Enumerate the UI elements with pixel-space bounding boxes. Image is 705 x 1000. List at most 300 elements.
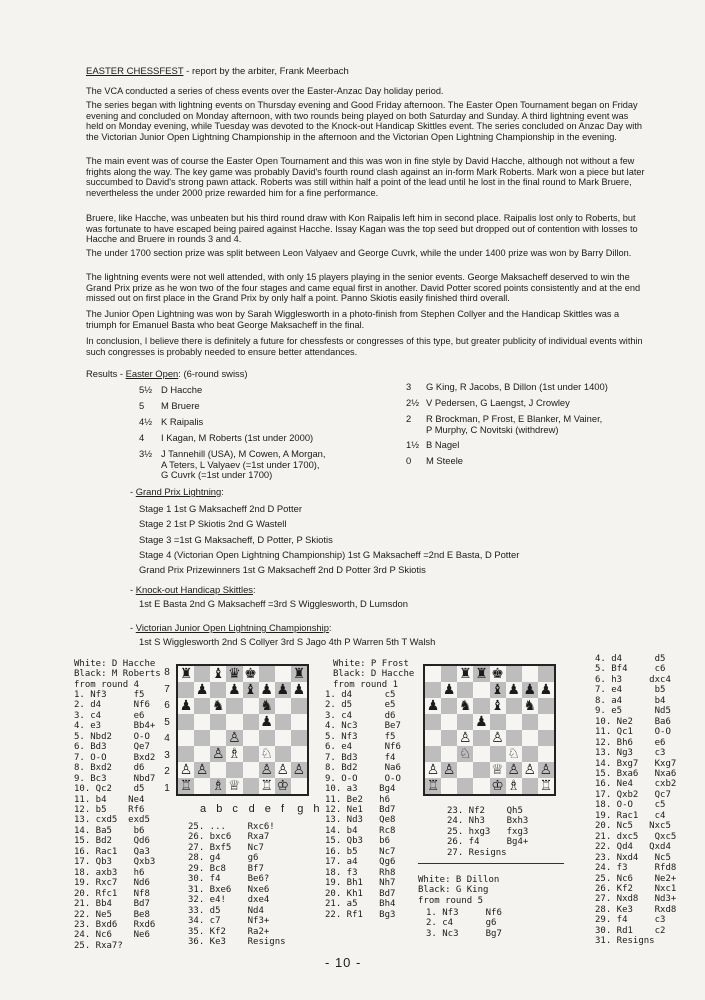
move-line: 5. Nf3 f5 bbox=[325, 731, 396, 742]
white-pawn-icon: ♙ bbox=[179, 762, 193, 778]
move-line: 17. Qb3 Qxb3 bbox=[74, 857, 156, 868]
white-king-icon: ♔ bbox=[276, 778, 290, 794]
black-bishop-icon: ♝ bbox=[491, 682, 504, 698]
black-knight-icon: ♞ bbox=[459, 698, 472, 714]
move-line: 10. Qc2 d5 bbox=[74, 784, 145, 795]
white-knight-icon: ♘ bbox=[507, 746, 520, 762]
easter-open-title: Easter Open bbox=[125, 368, 179, 379]
white-rook-icon: ♖ bbox=[426, 778, 440, 794]
black-knight-icon: ♞ bbox=[260, 698, 273, 714]
white-bishop-icon: ♗ bbox=[507, 778, 520, 794]
board-square bbox=[522, 714, 538, 730]
move-line: 26. bxc6 Rxa7 bbox=[188, 832, 270, 843]
board-square bbox=[473, 666, 489, 682]
board-square bbox=[243, 714, 259, 730]
file-label: a bbox=[200, 803, 207, 815]
move-line: 10. Ne2 Ba6 bbox=[595, 716, 671, 727]
board-square bbox=[441, 746, 457, 762]
black-pawn-icon: ♟ bbox=[475, 714, 488, 730]
chess-board-2 bbox=[423, 664, 556, 796]
black-pawn-icon: ♟ bbox=[260, 682, 273, 698]
file-label: b bbox=[216, 803, 223, 815]
move-line: 1. Nf3 f5 bbox=[74, 690, 145, 700]
paragraph-4: Bruere, like Hacche, was unbeaten but his third round draw with Kon Raipalis left him in second place. Raipalis lost only to Roberts, but was fortunate to have escaped being paired against Hacche. Issay Kagan was the top seed but dropped out of contention with losses to Hacche and Bruere in rounds 3 and 4. bbox=[86, 213, 638, 245]
game3-moves bbox=[426, 908, 502, 939]
white-pawn-icon: ♙ bbox=[442, 762, 456, 778]
move-line: 28. g4 g6 bbox=[188, 853, 259, 864]
move-line: 19. Bh1 Nh7 bbox=[325, 878, 396, 889]
board-square bbox=[425, 698, 441, 714]
move-line: 1. d4 c5 bbox=[325, 690, 396, 700]
black-pawn-icon: ♟ bbox=[195, 682, 209, 698]
black-pawn-icon: ♟ bbox=[179, 698, 193, 714]
board-square bbox=[538, 762, 554, 778]
board-square bbox=[178, 746, 194, 762]
knockout-heading: - Knock-out Handicap Skittles: bbox=[130, 584, 256, 595]
board-square bbox=[226, 746, 242, 762]
game3-header: White: B Dillon Black: G King from round 5 bbox=[418, 875, 500, 906]
board-square bbox=[490, 666, 506, 682]
move-line: 30. f4 Be6? bbox=[188, 874, 270, 885]
board-square bbox=[194, 698, 210, 714]
move-line: 14. b4 Rc8 bbox=[325, 825, 396, 836]
board-square bbox=[291, 778, 307, 794]
board-square bbox=[538, 698, 554, 714]
board-square bbox=[441, 682, 457, 698]
board-square bbox=[441, 730, 457, 746]
move-line: 27. Nxd8 Nd3+ bbox=[595, 894, 677, 905]
result-row: 1½ B Nagel bbox=[406, 439, 460, 450]
board-square bbox=[178, 730, 194, 746]
rank-label: 7 bbox=[164, 683, 170, 695]
move-line: 8. Bxd2 d6 bbox=[74, 763, 145, 774]
black-knight-icon: ♞ bbox=[212, 698, 225, 714]
board-square bbox=[178, 666, 194, 682]
board-square bbox=[226, 666, 242, 682]
board-square bbox=[457, 778, 473, 794]
results-left bbox=[139, 385, 325, 481]
move-line: 14. Ba5 b6 bbox=[74, 825, 145, 836]
paragraph-5: The under 1700 section prize was split between Leon Valyaev and George Cuvrk, while the under 1400 prize was won by Barry Dillon. bbox=[86, 248, 632, 258]
article-title: EASTER CHESSFEST bbox=[86, 66, 184, 77]
game3-moves-continued bbox=[595, 654, 676, 947]
board-square bbox=[194, 762, 210, 778]
white-bishop-icon: ♗ bbox=[212, 778, 225, 794]
board-square bbox=[243, 682, 259, 698]
board-square bbox=[490, 746, 506, 762]
black-knight-icon: ♞ bbox=[523, 698, 537, 714]
move-line: 3. Nc3 Bg7 bbox=[426, 928, 502, 939]
move-line: 32. e4! dxe4 bbox=[188, 895, 270, 906]
board-square bbox=[425, 778, 441, 794]
white-knight-icon: ♘ bbox=[260, 746, 273, 762]
white-bishop-icon: ♗ bbox=[228, 746, 241, 762]
article-header bbox=[86, 67, 349, 77]
move-line: 22. Qd4 Qxd4 bbox=[595, 842, 671, 853]
grand-prix-line: Stage 3 =1st G Maksacheff, D Potter, P Skiotis bbox=[139, 533, 333, 545]
move-line: 25. ... Rxc6! bbox=[188, 822, 275, 832]
board-square bbox=[457, 682, 473, 698]
result-row: 3 G King, R Jacobs, B Dillon (1st under 1400) bbox=[406, 381, 608, 392]
board-square bbox=[506, 778, 522, 794]
white-pawn-icon: ♙ bbox=[228, 730, 241, 746]
grand-prix-heading: - Grand Prix Lightning: bbox=[130, 486, 224, 497]
move-line: 28. Ke3 Rxd8 bbox=[595, 904, 677, 915]
move-line: 3. c4 e6 bbox=[74, 710, 145, 721]
results-right bbox=[406, 382, 608, 472]
board-square bbox=[522, 778, 538, 794]
black-pawn-icon: ♟ bbox=[442, 682, 456, 698]
move-line: 9. e5 Nd5 bbox=[595, 706, 671, 717]
board-square bbox=[226, 730, 242, 746]
paragraph-7: The Junior Open Lightning was won by Sarah Wigglesworth in a photo-finish from Stephen Collyer and the Handicap Skittles was a triumph for Emanuel Basta who beat George Maksacheff in the final. bbox=[86, 309, 620, 330]
move-line: 4. e3 Bb4+ bbox=[74, 721, 156, 732]
results-heading bbox=[86, 369, 248, 379]
move-line: 17. a4 Qg6 bbox=[325, 857, 396, 868]
file-label: e bbox=[264, 803, 271, 815]
move-line: 7. Bd3 f4 bbox=[325, 752, 396, 763]
move-line: 11. Be2 h6 bbox=[325, 794, 391, 805]
game2-moves-c bbox=[447, 806, 528, 858]
black-pawn-icon: ♟ bbox=[523, 682, 537, 698]
board-square bbox=[210, 730, 226, 746]
board-square bbox=[522, 746, 538, 762]
white-pawn-icon: ♙ bbox=[426, 762, 440, 778]
white-pawn-icon: ♙ bbox=[507, 762, 520, 778]
move-line: 11. Qc1 O-O bbox=[595, 727, 671, 738]
move-line: 7. e4 b5 bbox=[595, 685, 666, 696]
board-square bbox=[210, 762, 226, 778]
move-line: 22. Ne5 Be8 bbox=[74, 909, 150, 920]
board-square bbox=[259, 698, 275, 714]
grand-prix-line: Grand Prix Prizewinners 1st G Maksacheff 2nd D Potter 3rd P Skiotis bbox=[139, 564, 426, 576]
result-row: 2 R Brockman, P Frost, E Blanker, M Vainer, P Murphy, C Novitski (withdrew) bbox=[406, 413, 603, 435]
file-label: f bbox=[281, 803, 285, 815]
board-square bbox=[538, 682, 554, 698]
board-square bbox=[291, 698, 307, 714]
board-square bbox=[210, 698, 226, 714]
black-pawn-icon: ♟ bbox=[507, 682, 520, 698]
result-row: 5½ D Hacche bbox=[139, 384, 203, 395]
board-square bbox=[226, 714, 242, 730]
board-square bbox=[275, 666, 291, 682]
black-king-icon: ♚ bbox=[491, 666, 504, 682]
board-square bbox=[210, 746, 226, 762]
paragraph-3: The main event was of course the Easter Open Tournament and this was won in fine style by David Hacche, although not without a few frights along the way. The key game was probably David's fourth round clash against an in-form Mark Roberts. Mark won a piece but later succumbed to David's strong pawn attack. Roberts was still within half a point of the lead until he lost in the final round to Mark Bruere, nevertheless the under 2000 prize rewarded him for a fine performance. bbox=[86, 156, 645, 198]
black-king-icon: ♚ bbox=[244, 666, 257, 682]
board-square bbox=[490, 714, 506, 730]
move-line: 10. a3 Bg4 bbox=[325, 784, 396, 795]
move-line: 31. Bxe6 Nxe6 bbox=[188, 884, 270, 895]
board-square bbox=[259, 682, 275, 698]
game1-header: White: D Hacche Black: M Roberts from round 4 bbox=[74, 659, 161, 690]
board-square bbox=[441, 714, 457, 730]
black-pawn-icon: ♟ bbox=[228, 682, 241, 698]
move-line: 17. Qxb2 Qc7 bbox=[595, 789, 671, 800]
move-line: 21. a5 Bh4 bbox=[325, 899, 396, 910]
board-square bbox=[457, 730, 473, 746]
move-line: 13. cxd5 exd5 bbox=[74, 815, 150, 826]
move-line: 12. b5 Rf6 bbox=[74, 804, 145, 815]
board-square bbox=[538, 730, 554, 746]
move-line: 22. Rf1 Bg3 bbox=[325, 909, 396, 920]
grand-prix-line: Stage 4 (Victorian Open Lightning Championship) 1st G Maksacheff =2nd E Basta, D Potter bbox=[139, 548, 520, 560]
white-pawn-icon: ♙ bbox=[260, 762, 273, 778]
move-line: 25. Nc6 Ne2+ bbox=[595, 873, 677, 884]
board-square bbox=[226, 682, 242, 698]
paragraph-8: In conclusion, I believe there is definitely a future for chessfests or congresses of this type, but greater publicity of individual events within such congresses is probably needed to ensure better attendances. bbox=[86, 336, 643, 357]
board-square bbox=[473, 762, 489, 778]
board-square bbox=[457, 762, 473, 778]
board-square bbox=[457, 698, 473, 714]
easter-open-note: : (6-round swiss) bbox=[178, 368, 248, 379]
board-square bbox=[291, 762, 307, 778]
grand-prix-line: Stage 2 1st P Skiotis 2nd G Wastell bbox=[139, 518, 287, 530]
board-square bbox=[226, 778, 242, 794]
move-line: 21. Bb4 Bd7 bbox=[74, 899, 150, 910]
move-line: 34. c7 Nf3+ bbox=[188, 916, 270, 927]
board-square bbox=[490, 682, 506, 698]
board-square bbox=[457, 746, 473, 762]
board-square bbox=[473, 682, 489, 698]
white-pawn-icon: ♙ bbox=[539, 762, 553, 778]
rank-label: 5 bbox=[164, 716, 170, 728]
move-line: 29. f4 c3 bbox=[595, 915, 666, 926]
white-pawn-icon: ♙ bbox=[195, 762, 209, 778]
article-byline: - report by the arbiter, Frank Meerbach bbox=[186, 66, 349, 77]
board-square bbox=[506, 666, 522, 682]
black-queen-icon: ♛ bbox=[228, 666, 241, 682]
rank-label: 8 bbox=[164, 667, 170, 678]
rank-label: 3 bbox=[164, 749, 170, 761]
move-line: 15. Bd2 Qd6 bbox=[74, 836, 150, 847]
board-square bbox=[226, 762, 242, 778]
board-square bbox=[210, 714, 226, 730]
black-pawn-icon: ♟ bbox=[276, 682, 290, 698]
board-square bbox=[425, 762, 441, 778]
board-square bbox=[473, 698, 489, 714]
board-square bbox=[441, 762, 457, 778]
black-pawn-icon: ♟ bbox=[539, 682, 553, 698]
board-square bbox=[441, 666, 457, 682]
grand-prix-lines bbox=[139, 501, 519, 577]
white-pawn-icon: ♙ bbox=[276, 762, 290, 778]
black-rook-icon: ♜ bbox=[179, 666, 193, 682]
move-line: 27. Resigns bbox=[447, 847, 507, 858]
board-square bbox=[538, 778, 554, 794]
board-square bbox=[275, 682, 291, 698]
board-square bbox=[291, 682, 307, 698]
move-line: 20. Kh1 Bd7 bbox=[325, 888, 396, 899]
move-line: 30. Rd1 c2 bbox=[595, 925, 666, 936]
board-square bbox=[457, 666, 473, 682]
board-square bbox=[178, 682, 194, 698]
result-row: 4½ K Raipalis bbox=[139, 416, 204, 427]
move-line: 31. Resigns bbox=[595, 936, 655, 947]
move-line: 2. c4 g6 bbox=[426, 918, 497, 929]
board-square bbox=[522, 666, 538, 682]
move-line: 15. Bxa6 Nxa6 bbox=[595, 768, 677, 779]
board-square bbox=[210, 778, 226, 794]
move-line: 13. Nd3 Qe8 bbox=[325, 815, 396, 826]
move-line: 6. h3 dxc4 bbox=[595, 674, 671, 685]
result-row: 3½ J Tannehill (USA), M Cowen, A Morgan, A Teters, L Valyaev (=1st under 1700), G Cuvrk (=1st under 1700) bbox=[139, 448, 326, 481]
board-square bbox=[194, 682, 210, 698]
board-square bbox=[259, 730, 275, 746]
move-line: 19. Rac1 c4 bbox=[595, 810, 666, 821]
move-line: 25. Rxa7? bbox=[74, 940, 123, 951]
board-square bbox=[490, 762, 506, 778]
move-line: 9. O-O O-O bbox=[325, 773, 401, 784]
chess-board-1 bbox=[176, 664, 309, 796]
board-square bbox=[506, 714, 522, 730]
board-square bbox=[506, 746, 522, 762]
move-line: 24. Nc6 Ne6 bbox=[74, 930, 150, 941]
rank-label: 6 bbox=[164, 700, 170, 711]
board-square bbox=[490, 778, 506, 794]
white-king-icon: ♔ bbox=[491, 778, 504, 794]
board-square bbox=[291, 746, 307, 762]
move-line: 26. Kf2 Nxc1 bbox=[595, 883, 677, 894]
white-knight-icon: ♘ bbox=[459, 746, 472, 762]
board-square bbox=[259, 762, 275, 778]
move-line: 6. e4 Nf6 bbox=[325, 742, 401, 753]
move-line: 18. f3 Rh8 bbox=[325, 867, 396, 878]
board-square bbox=[210, 682, 226, 698]
move-line: 4. d4 d5 bbox=[595, 654, 666, 664]
board-square bbox=[490, 698, 506, 714]
board-square bbox=[425, 666, 441, 682]
move-line: 18. O-O c5 bbox=[595, 800, 666, 811]
move-line: 29. Bc8 Bf7 bbox=[188, 863, 264, 874]
board-square bbox=[522, 682, 538, 698]
file-label: c bbox=[232, 803, 238, 815]
board-square bbox=[291, 666, 307, 682]
black-pawn-icon: ♟ bbox=[426, 698, 440, 714]
result-row: 2½ V Pedersen, G Laengst, J Crowley bbox=[406, 397, 570, 408]
board-square bbox=[538, 714, 554, 730]
move-line: 2. d5 e5 bbox=[325, 700, 396, 711]
board-square bbox=[210, 666, 226, 682]
move-line: 15. Qb3 b6 bbox=[325, 836, 391, 847]
board-square bbox=[441, 778, 457, 794]
board-square bbox=[506, 762, 522, 778]
grand-prix-line: Stage 1 1st G Maksacheff 2nd D Potter bbox=[139, 503, 302, 514]
move-line: 23. Nxd4 Nc5 bbox=[595, 852, 671, 863]
junior-line: 1st S Wigglesworth 2nd S Collyer 3rd S Jago 4th P Warren 5th T Walsh bbox=[139, 636, 436, 647]
move-line: 8. a4 b4 bbox=[595, 695, 666, 706]
board-square bbox=[178, 714, 194, 730]
move-line: 18. axb3 h6 bbox=[74, 867, 145, 878]
white-rook-icon: ♖ bbox=[539, 778, 553, 794]
board-square bbox=[275, 714, 291, 730]
move-line: 35. Kf2 Ra2+ bbox=[188, 926, 270, 937]
move-line: 7. O-O Bxd2 bbox=[74, 752, 156, 763]
move-line: 13. Ng3 c3 bbox=[595, 748, 666, 759]
board-square bbox=[194, 778, 210, 794]
board-square bbox=[194, 746, 210, 762]
file-label: g bbox=[297, 803, 304, 815]
move-line: 23. Bxd6 Rxd6 bbox=[74, 919, 156, 930]
divider bbox=[418, 863, 564, 864]
board-square bbox=[473, 714, 489, 730]
white-queen-icon: ♕ bbox=[491, 762, 504, 778]
board-square bbox=[194, 714, 210, 730]
board-square bbox=[506, 730, 522, 746]
move-line: 19. Rxc7 Nd6 bbox=[74, 878, 150, 889]
game1-moves-b bbox=[188, 822, 286, 947]
file-label: h bbox=[313, 803, 320, 815]
black-bishop-icon: ♝ bbox=[212, 666, 225, 682]
black-rook-icon: ♜ bbox=[459, 666, 472, 682]
white-queen-icon: ♕ bbox=[228, 778, 241, 794]
result-row: 0 M Steele bbox=[406, 455, 463, 466]
board-square bbox=[243, 730, 259, 746]
board-square bbox=[291, 714, 307, 730]
result-row: 5 M Bruere bbox=[139, 400, 200, 411]
black-bishop-icon: ♝ bbox=[244, 682, 257, 698]
move-line: 8. Bd2 Na6 bbox=[325, 763, 401, 774]
board-square bbox=[538, 666, 554, 682]
move-line: 24. Nh3 Bxh3 bbox=[447, 816, 529, 827]
board-square bbox=[194, 730, 210, 746]
move-line: 12. Ne1 Bd7 bbox=[325, 804, 396, 815]
board-square bbox=[178, 762, 194, 778]
paragraph-2: The series began with lightning events on Thursday evening and Good Friday afternoon. The Easter Open Tournament began on Friday evening and concluded on Monday afternoon, with two rounds being played on both Saturday and Sunday. A third lightning event was held on Monday evening, while Tuesday was devoted to the Knock-out Handicap Skittles event. The series concluded on Anzac Day with the Victorian Junior Open Lightning Championship in the afternoon and the Victorian Open Lightning Championship in the evening. bbox=[86, 100, 643, 142]
white-rook-icon: ♖ bbox=[260, 778, 273, 794]
move-line: 36. Ke3 Resigns bbox=[188, 936, 286, 947]
board-square bbox=[291, 730, 307, 746]
board-square bbox=[522, 762, 538, 778]
move-line: 24. f3 Rfd8 bbox=[595, 863, 677, 874]
board-square bbox=[522, 698, 538, 714]
rank-label: 4 bbox=[164, 733, 170, 744]
result-row: 4 I Kagan, M Roberts (1st under 2000) bbox=[139, 432, 314, 443]
game1-moves-a bbox=[74, 690, 155, 951]
black-bishop-icon: ♝ bbox=[491, 698, 504, 714]
black-rook-icon: ♜ bbox=[292, 666, 306, 682]
board-square bbox=[259, 778, 275, 794]
white-rook-icon: ♖ bbox=[179, 778, 193, 794]
board-square bbox=[243, 698, 259, 714]
board-square bbox=[522, 730, 538, 746]
game2-moves-a bbox=[325, 690, 401, 920]
game2-header: White: P Frost Black: D Hacche from round 1 bbox=[333, 659, 415, 690]
file-label: d bbox=[248, 803, 255, 815]
board-square bbox=[473, 746, 489, 762]
black-pawn-icon: ♟ bbox=[260, 714, 273, 730]
board-square bbox=[275, 762, 291, 778]
board-square bbox=[178, 698, 194, 714]
board-square bbox=[178, 778, 194, 794]
board-square bbox=[275, 778, 291, 794]
board-square bbox=[425, 682, 441, 698]
move-line: 14. Bxg7 Kxg7 bbox=[595, 758, 677, 769]
board-square bbox=[506, 698, 522, 714]
board-square bbox=[243, 746, 259, 762]
board-square bbox=[243, 778, 259, 794]
move-line: 9. Bc3 Nbd7 bbox=[74, 773, 156, 784]
page-number: - 10 - bbox=[325, 955, 362, 970]
board-square bbox=[259, 714, 275, 730]
move-line: 2. d4 Nf6 bbox=[74, 700, 150, 711]
board-square bbox=[243, 666, 259, 682]
board-square bbox=[194, 666, 210, 682]
move-line: 25. hxg3 fxg3 bbox=[447, 826, 529, 837]
white-pawn-icon: ♙ bbox=[491, 730, 504, 746]
move-line: 21. dxc5 Qxc5 bbox=[595, 831, 677, 842]
paragraph-6: The lightning events were not well attended, with only 15 players playing in the senior events. George Maksacheff deserved to win the Grand Prix prize as he won two of the four stages and came equal first in another. David Potter scored points consistently and at the end missed out on first place in the Grand Prix by only half a point. Panno Skiotis easily finished third overall. bbox=[86, 272, 641, 304]
